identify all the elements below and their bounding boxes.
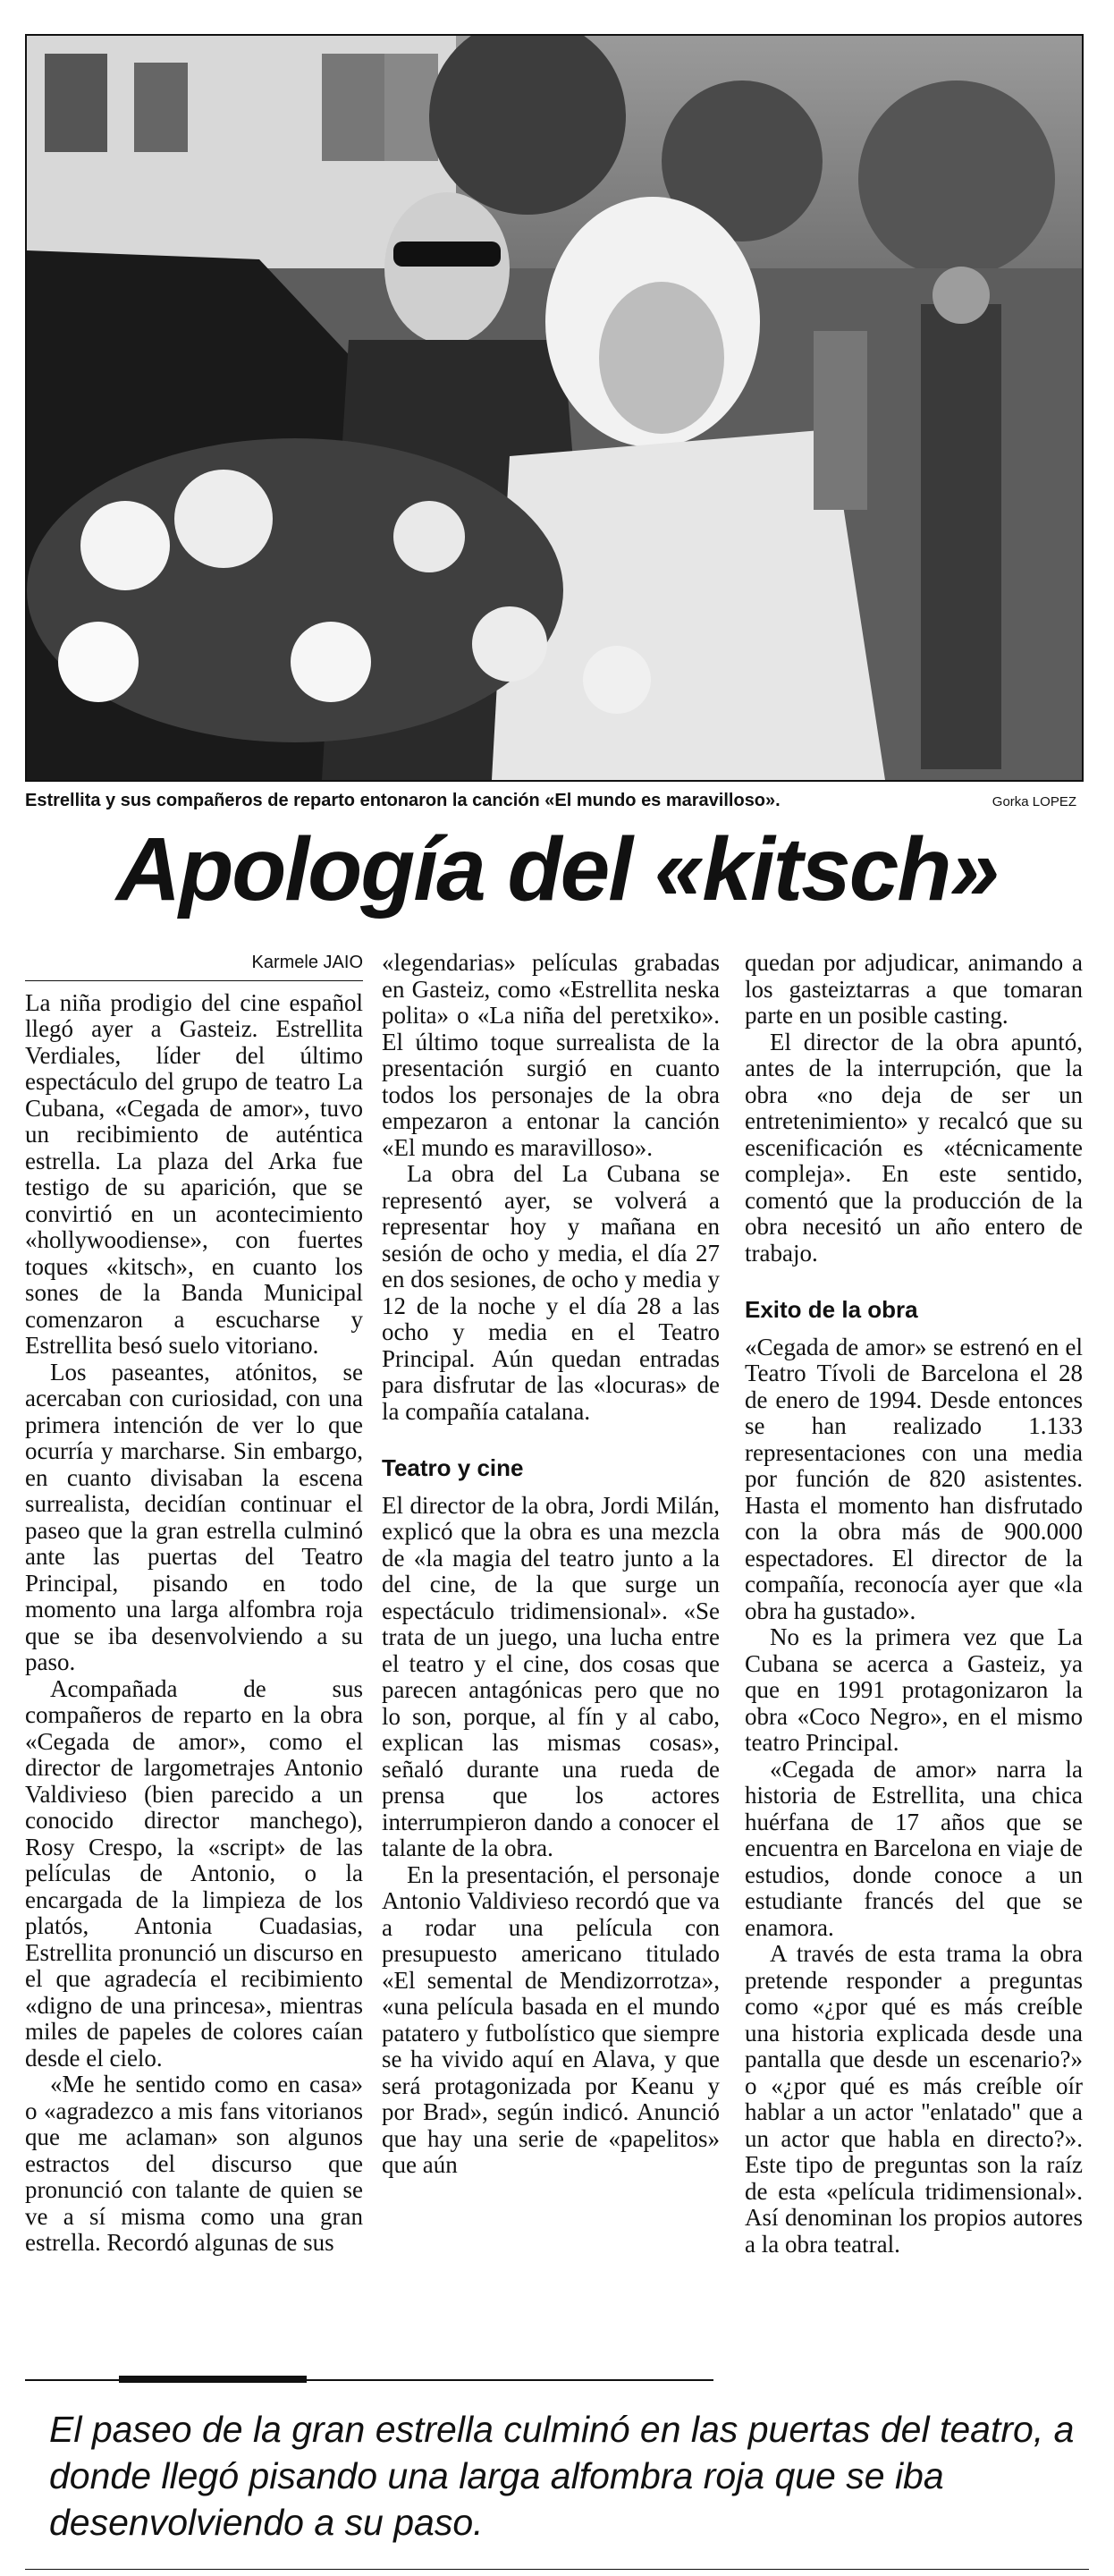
- paragraph: En la presentación, el personaje Antonio Valdivieso recordó que va a rodar una película con presupuesto americano titulado «El semental de Mendizorrotza», «una película basada en el mundo patatero y futbolístico que siempre se ha vivido aquí en Alava, y que será protagonizada por Keanu y por Brad», según indicó. Anunció que hay una serie de «papelitos» que aún: [382, 1860, 720, 2178]
- pullquote-rule: [25, 2379, 713, 2381]
- pullquote: El paseo de la gran estrella culminó en las puertas del teatro, a donde llegó pisando una larga alfombra roja que se iba desenvolviendo a su paso.: [49, 2409, 1075, 2543]
- paragraph: «Cegada de amor» narra la historia de Estrellita, una chica huérfana de 17 años que se encuentra en Barcelona en viaje de estudios, donde conoce a un estudiante francés del que se enamora.: [745, 1755, 1083, 1941]
- paragraph: quedan por adjudicar, animando a los gasteiztarras a que tomaran parte en un posible casting.: [745, 949, 1083, 1029]
- photo-caption: Estrellita y sus compañeros de reparto entonaron la canción «El mundo es maravilloso».: [25, 791, 781, 810]
- paragraph: A través de esta trama la obra pretende responder a preguntas como «¿por qué es más creíble una historia explicada desde una pantalla que desde un escenario?» o «¿por qué es más creíble oír hablar a un actor ''enlatado'' que a un actor que habla en directo?». Este tipo de preguntas son la raíz de esta «película tridimensional». Así denominan los propios autores a la obra teatral.: [745, 1940, 1083, 2258]
- column-1: [25, 950, 363, 2257]
- paragraph: Acompañada de sus compañeros de reparto en la obra «Cegada de amor», como el director de largometrajes Antonio Valdivieso (bien parecido a un conocido director manchego), Rosy Crespo, la «script» de las películas de Antonio, o la encargada de la limpieza de los platós, Antonia Cuadasias, Estrellita pronunció un discurso en el que agradecía el recibimiento «digno de una princesa», mientras miles de papeles de colores caían desde el cielo.: [25, 1674, 363, 2072]
- paragraph: «Cegada de amor» se estrenó en el Teatro Tívoli de Barcelona el 28 de enero de 1994. Desde entonces se han realizado 1.133 representaciones con una media por función de 820 asistentes. Hasta el momento han disfrutado con la obra más de 900.000 espectadores. El director de la compañía, reconocía ayer que «la obra ha gustado».: [745, 1333, 1083, 1624]
- byline: Karmele JAIO: [25, 950, 363, 981]
- paragraph: El director de la obra apuntó, antes de la interrupción, que la obra «no deja de ser un entretenimiento» y recalcó que su escenificación es «técnicamente compleja». En este sentido, comentó que la producción de la obra necesitó un año entero de trabajo.: [745, 1028, 1083, 1267]
- paragraph: «legendarias» películas grabadas en Gasteiz, como «Estrellita neska polita» o «La niña del peretxiko». El último toque surrealista de la presentación surgió en cuanto todos los personajes de la obra empezaron a entonar la canción «El mundo es maravilloso».: [382, 949, 720, 1161]
- subheading: Exito de la obra: [745, 1296, 918, 1323]
- paragraph: Los paseantes, atónitos, se acercaban con curiosidad, con una primera intención de ver lo que ocurría y marcharse. Sin embargo, en cuanto divisaban la escena surrealista, decidían continuar el paseo que la gran estrella culminó ante las puertas del Teatro Principal, pisando en todo momento una larga alfombra roja que se iba desenvolviendo a su paso.: [25, 1358, 363, 1675]
- paragraph: El director de la obra, Jordi Milán, explicó que la obra es una mezcla de «la magia del teatro junto a la del cine, de la que surge un espectáculo tridimensional». «Se trata de un juego, una lucha entre el teatro y el cine, dos cosas que parecen antagónicas pero que no lo son, porque, al fín y al cabo, explican las mismas cosas», señaló durante una rueda de prensa que los actores interrumpieron dando a conocer el talante de la obra.: [382, 1491, 720, 1861]
- headline: Apología del «kitsch»: [115, 819, 999, 919]
- news-photo: [25, 34, 1084, 782]
- column-3: [745, 950, 1083, 2258]
- paragraph: La niña prodigio del cine español llegó ayer a Gasteiz. Estrellita Verdiales, líder del último espectáculo del grupo de teatro La Cubana, «Cegada de amor», tuvo un recibimiento de auténtica estrella. La plaza del Arka fue testigo de su aparición, que se convirtió en un acontecimiento «hollywoodiense», con fuertes toques «kitsch», en cuanto los sones de la Banda Municipal comenzaron a escucharse y Estrellita besó suelo vitoriano.: [25, 988, 363, 1359]
- photo-credit: Gorka LOPEZ: [992, 794, 1076, 809]
- column-2: [382, 950, 720, 2179]
- paragraph: «Me he sentido como en casa» o «agradezco a mis fans vitorianos que me aclaman» son algunos estractos del discurso que pronunció con talante de quien se ve a sí misma como una gran estrella. Recordó algunas de sus: [25, 2071, 363, 2256]
- subheading: Teatro y cine: [382, 1454, 524, 1481]
- paragraph: La obra del La Cubana se representó ayer, se volverá a representar hoy y mañana en sesión de ocho y media, el día 27 en dos sesiones, de ocho y media y 12 de la noche y el día 28 a las ocho y media en el Teatro Principal. Aún quedan entradas para disfrutar de las «locuras» de la compañía catalana.: [382, 1160, 720, 1425]
- photo-illustration: [27, 36, 1082, 780]
- paragraph: No es la primera vez que La Cubana se acerca a Gasteiz, ya que en 1991 protagonizaron la obra «Coco Negro», en el mismo teatro Principal.: [745, 1623, 1083, 1756]
- pullquote-rule-accent: [119, 2376, 307, 2383]
- bottom-rule: [25, 2569, 1089, 2570]
